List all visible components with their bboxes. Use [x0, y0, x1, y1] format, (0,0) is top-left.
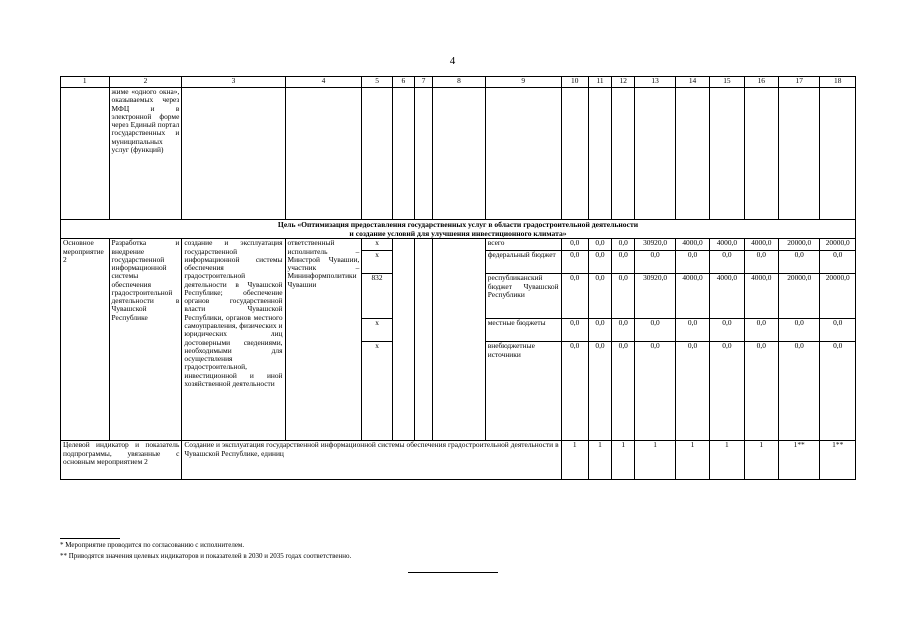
finance-value: 30920,0: [635, 274, 675, 319]
finance-value: 0,0: [635, 342, 675, 441]
continuation-text: жиме «одного окна», оказываемых через МФЦ и в электронной форме через Единый портал государственных и муниципальных услуг (функций): [109, 88, 182, 220]
finance-value: 0,0: [561, 319, 588, 342]
indicator-value: 1: [588, 441, 611, 480]
header-row: [61, 77, 856, 88]
finance-value: 0,0: [588, 239, 611, 251]
finance-value: 20000,0: [778, 239, 819, 251]
table-cell: [485, 88, 561, 220]
header-cell: 14: [675, 77, 709, 88]
table-cell: [433, 239, 486, 441]
indicator-value: 1: [561, 441, 588, 480]
finance-value: 0,0: [710, 319, 744, 342]
header-cell: 11: [588, 77, 611, 88]
event-type: Основное мероприятие 2: [61, 239, 110, 441]
header-cell: 13: [635, 77, 675, 88]
table-cell: [744, 88, 778, 220]
table-cell: [285, 88, 362, 220]
finance-source: всего: [485, 239, 561, 251]
finance-value: 0,0: [675, 319, 709, 342]
finance-value: 0,0: [612, 274, 635, 319]
header-cell: 17: [778, 77, 819, 88]
indicator-value: 1: [675, 441, 709, 480]
table-cell: [588, 88, 611, 220]
indicator-label: Целевой индикатор и показатель подпрограммы, увязанные с основным мероприятием 2: [61, 441, 182, 480]
finance-value: 4000,0: [675, 274, 709, 319]
finance-value: 20000,0: [778, 274, 819, 319]
budget-code: x: [362, 342, 392, 441]
indicator-value: 1: [612, 441, 635, 480]
finance-value: 0,0: [820, 342, 856, 441]
header-cell: 3: [182, 77, 285, 88]
finance-value: 4000,0: [744, 239, 778, 251]
indicator-text: Создание и эксплуатация государственной информационной системы обеспечения градостроительной деятельности в Чувашской Республике, единиц: [182, 441, 561, 480]
header-cell: 18: [820, 77, 856, 88]
table-cell: [710, 88, 744, 220]
indicator-value: 1**: [820, 441, 856, 480]
finance-value: 0,0: [612, 319, 635, 342]
finance-value: 0,0: [561, 251, 588, 274]
finance-value: 4000,0: [710, 239, 744, 251]
finance-value: 20000,0: [820, 239, 856, 251]
finance-value: 0,0: [588, 274, 611, 319]
footnote-separator: [60, 538, 120, 539]
finance-value: 0,0: [612, 342, 635, 441]
finance-value: 0,0: [561, 342, 588, 441]
finance-value: 0,0: [744, 251, 778, 274]
table-cell: [61, 88, 110, 220]
table-cell: [778, 88, 819, 220]
indicator-value: 1**: [778, 441, 819, 480]
header-cell: 8: [433, 77, 486, 88]
finance-value: 0,0: [744, 319, 778, 342]
header-cell: 6: [392, 77, 414, 88]
header-cell: 9: [485, 77, 561, 88]
goal-row: [61, 220, 856, 239]
continuation-row: [61, 88, 856, 220]
finance-value: 0,0: [588, 342, 611, 441]
page-number: 4: [449, 55, 456, 67]
footnote-1: * Мероприятие проводится по согласованию с исполнителем.: [60, 541, 245, 549]
header-cell: 12: [612, 77, 635, 88]
table-cell: [675, 88, 709, 220]
finance-value: 0,0: [710, 342, 744, 441]
table-cell: [414, 239, 432, 441]
finance-value: 0,0: [588, 319, 611, 342]
finance-value: 4000,0: [744, 274, 778, 319]
header-cell: 2: [109, 77, 182, 88]
finance-value: 0,0: [675, 251, 709, 274]
finance-source: республиканский бюджет Чувашской Республики: [485, 274, 561, 319]
finance-value: 0,0: [778, 342, 819, 441]
finance-value: 0,0: [612, 239, 635, 251]
indicator-row: [61, 441, 856, 480]
program-table: [60, 76, 856, 480]
finance-value: 0,0: [588, 251, 611, 274]
goal-line-2: и создание условий для улучшения инвестиционного климата»: [349, 229, 567, 239]
budget-code: x: [362, 319, 392, 342]
table-cell: [433, 88, 486, 220]
table-cell: [182, 88, 285, 220]
finance-value: 0,0: [612, 251, 635, 274]
goal-heading: [61, 220, 856, 239]
table-cell: [392, 239, 414, 441]
header-cell: 1: [61, 77, 110, 88]
finance-value: 0,0: [778, 251, 819, 274]
finance-value: 0,0: [744, 342, 778, 441]
header-cell: 5: [362, 77, 392, 88]
table-cell: [392, 88, 414, 220]
finance-value: 0,0: [710, 251, 744, 274]
header-cell: 10: [561, 77, 588, 88]
header-cell: 15: [710, 77, 744, 88]
table-cell: [612, 88, 635, 220]
goal-line-1: Цель «Оптимизация предоставления государственных услуг в области градостроительной деятельности: [277, 220, 639, 229]
event-executors: ответственный исполнитель – Минстрой Чувашии, участник – Мининформполитики Чувашии: [285, 239, 362, 441]
table-cell: [635, 88, 675, 220]
finance-value: 0,0: [675, 342, 709, 441]
finance-value: 30920,0: [635, 239, 675, 251]
finance-value: 0,0: [561, 239, 588, 251]
event-description: создание и эксплуатация государственной информационной системы обеспечения градостроительной деятельности в Чувашской Республике; обеспечение органов государственной власти Чувашской Республики, органов местного самоуправления, физических и юридических лиц достоверными сведениями, необходимыми для осуществления градостроительной, инвестиционной и иной хозяйственной деятельности: [182, 239, 285, 441]
end-rule: [408, 572, 498, 573]
indicator-value: 1: [710, 441, 744, 480]
finance-source: местные бюджеты: [485, 319, 561, 342]
finance-value: 20000,0: [820, 274, 856, 319]
budget-code: 832: [362, 274, 392, 319]
footnotes: [60, 540, 351, 561]
finance-value: 4000,0: [710, 274, 744, 319]
table-cell: [561, 88, 588, 220]
event-title: Разработка и внедрение государственной информационной системы обеспечения градостроительной деятельности в Чувашской Республике: [109, 239, 182, 441]
finance-value: 0,0: [635, 251, 675, 274]
finance-value: 4000,0: [675, 239, 709, 251]
budget-code: x: [362, 251, 392, 274]
finance-value: 0,0: [820, 251, 856, 274]
table-cell: [820, 88, 856, 220]
table-cell: [362, 88, 392, 220]
finance-value: 0,0: [820, 319, 856, 342]
table-cell: [414, 88, 432, 220]
finance-source: внебюджетные источники: [485, 342, 561, 441]
footnote-2: ** Приводятся значения целевых индикаторов и показателей в 2030 и 2035 годах соответственно.: [60, 551, 352, 560]
finance-source: федеральный бюджет: [485, 251, 561, 274]
header-cell: 4: [285, 77, 362, 88]
finance-value: 0,0: [635, 319, 675, 342]
indicator-value: 1: [744, 441, 778, 480]
budget-code: x: [362, 239, 392, 251]
finance-row: [61, 239, 856, 251]
finance-value: 0,0: [778, 319, 819, 342]
indicator-value: 1: [635, 441, 675, 480]
header-cell: 7: [414, 77, 432, 88]
finance-value: 0,0: [561, 274, 588, 319]
header-cell: 16: [744, 77, 778, 88]
